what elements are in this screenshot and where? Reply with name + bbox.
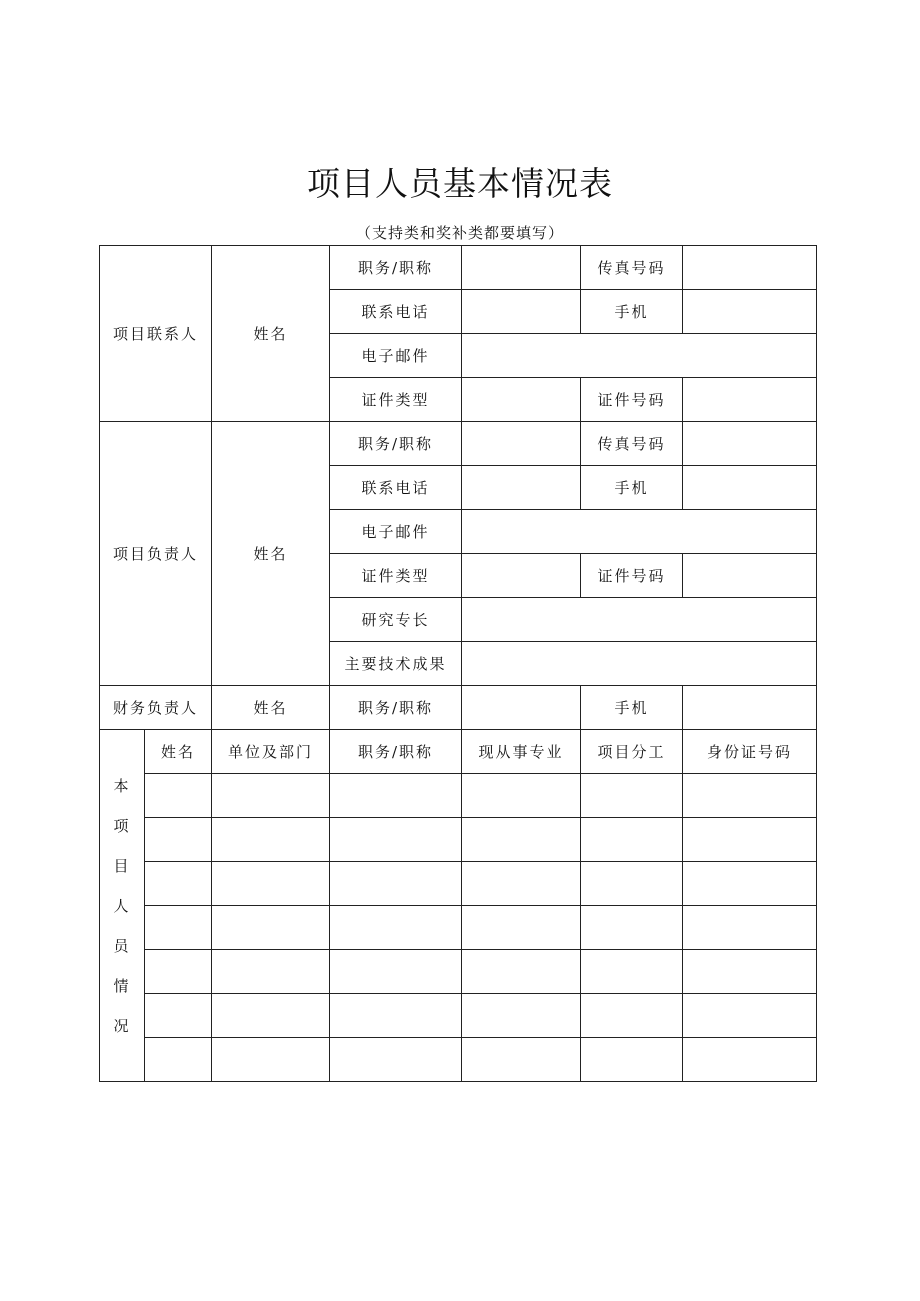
member-row	[100, 994, 817, 1038]
contact-mobile-field[interactable]	[683, 290, 817, 334]
contact-section-label: 项目联系人	[100, 246, 212, 422]
member-cell[interactable]	[145, 950, 212, 994]
member-cell[interactable]	[462, 950, 581, 994]
leader-phone-label: 联系电话	[330, 466, 462, 510]
member-cell[interactable]	[212, 906, 330, 950]
contact-phone-label: 联系电话	[330, 290, 462, 334]
finance-position-field[interactable]	[462, 686, 581, 730]
member-cell[interactable]	[581, 994, 683, 1038]
member-cell[interactable]	[462, 774, 581, 818]
leader-fax-field[interactable]	[683, 422, 817, 466]
members-col-position: 职务/职称	[330, 730, 462, 774]
member-cell[interactable]	[581, 1038, 683, 1082]
finance-name-label: 姓名	[212, 686, 330, 730]
member-row	[100, 1038, 817, 1082]
leader-achievements-field[interactable]	[462, 642, 817, 686]
member-cell[interactable]	[683, 862, 817, 906]
member-cell[interactable]	[145, 906, 212, 950]
member-cell[interactable]	[145, 862, 212, 906]
contact-row-position	[100, 246, 817, 290]
members-label-char: 人	[113, 896, 131, 915]
member-cell[interactable]	[683, 950, 817, 994]
finance-section-label: 财务负责人	[100, 686, 212, 730]
member-cell[interactable]	[683, 1038, 817, 1082]
member-row	[100, 906, 817, 950]
leader-id-type-field[interactable]	[462, 554, 581, 598]
member-row	[100, 862, 817, 906]
contact-email-label: 电子邮件	[330, 334, 462, 378]
leader-position-field[interactable]	[462, 422, 581, 466]
leader-mobile-label: 手机	[581, 466, 683, 510]
member-row	[100, 774, 817, 818]
members-col-specialty: 现从事专业	[462, 730, 581, 774]
member-cell[interactable]	[462, 906, 581, 950]
members-label-char: 目	[113, 856, 131, 875]
finance-position-label: 职务/职称	[330, 686, 462, 730]
member-cell[interactable]	[212, 774, 330, 818]
members-section-label	[100, 730, 145, 1082]
member-cell[interactable]	[581, 862, 683, 906]
contact-fax-label: 传真号码	[581, 246, 683, 290]
contact-phone-field[interactable]	[462, 290, 581, 334]
leader-achievements-label: 主要技术成果	[330, 642, 462, 686]
contact-position-field[interactable]	[462, 246, 581, 290]
members-label-char: 本	[113, 776, 131, 795]
members-label-char: 情	[113, 976, 131, 995]
member-cell[interactable]	[330, 818, 462, 862]
member-cell[interactable]	[581, 818, 683, 862]
member-cell[interactable]	[462, 818, 581, 862]
leader-row-position	[100, 422, 817, 466]
leader-email-label: 电子邮件	[330, 510, 462, 554]
member-cell[interactable]	[330, 994, 462, 1038]
member-cell[interactable]	[330, 774, 462, 818]
member-cell[interactable]	[581, 906, 683, 950]
member-cell[interactable]	[683, 994, 817, 1038]
member-cell[interactable]	[462, 1038, 581, 1082]
member-cell[interactable]	[581, 950, 683, 994]
members-label-char: 况	[113, 1016, 131, 1035]
personnel-table	[99, 245, 817, 1082]
leader-phone-field[interactable]	[462, 466, 581, 510]
finance-mobile-field[interactable]	[683, 686, 817, 730]
member-cell[interactable]	[145, 1038, 212, 1082]
members-col-unit: 单位及部门	[212, 730, 330, 774]
leader-mobile-field[interactable]	[683, 466, 817, 510]
member-cell[interactable]	[330, 862, 462, 906]
leader-id-number-field[interactable]	[683, 554, 817, 598]
leader-section-label: 项目负责人	[100, 422, 212, 686]
leader-id-type-label: 证件类型	[330, 554, 462, 598]
leader-expertise-field[interactable]	[462, 598, 817, 642]
member-cell[interactable]	[145, 774, 212, 818]
member-cell[interactable]	[581, 774, 683, 818]
members-label-char: 项	[113, 816, 131, 835]
leader-expertise-label: 研究专长	[330, 598, 462, 642]
member-cell[interactable]	[145, 994, 212, 1038]
member-cell[interactable]	[462, 862, 581, 906]
member-cell[interactable]	[683, 818, 817, 862]
page-subtitle: （支持类和奖补类都要填写）	[355, 224, 564, 242]
member-cell[interactable]	[462, 994, 581, 1038]
finance-mobile-label: 手机	[581, 686, 683, 730]
contact-id-number-label: 证件号码	[581, 378, 683, 422]
contact-mobile-label: 手机	[581, 290, 683, 334]
member-row	[100, 950, 817, 994]
leader-email-field[interactable]	[462, 510, 817, 554]
contact-position-label: 职务/职称	[330, 246, 462, 290]
contact-id-number-field[interactable]	[683, 378, 817, 422]
members-header-row	[100, 730, 817, 774]
member-cell[interactable]	[212, 994, 330, 1038]
contact-fax-field[interactable]	[683, 246, 817, 290]
contact-name-label: 姓名	[212, 246, 330, 422]
member-cell[interactable]	[212, 950, 330, 994]
contact-id-type-field[interactable]	[462, 378, 581, 422]
leader-name-label: 姓名	[212, 422, 330, 686]
member-row	[100, 818, 817, 862]
members-col-id-number: 身份证号码	[683, 730, 817, 774]
member-cell[interactable]	[683, 774, 817, 818]
members-label-char: 员	[113, 936, 131, 955]
member-cell[interactable]	[212, 1038, 330, 1082]
members-col-name: 姓名	[145, 730, 212, 774]
leader-fax-label: 传真号码	[581, 422, 683, 466]
contact-id-type-label: 证件类型	[330, 378, 462, 422]
member-cell[interactable]	[212, 862, 330, 906]
leader-id-number-label: 证件号码	[581, 554, 683, 598]
member-cell[interactable]	[330, 906, 462, 950]
page-title: 项目人员基本情况表	[307, 164, 613, 203]
member-cell[interactable]	[212, 818, 330, 862]
leader-position-label: 职务/职称	[330, 422, 462, 466]
member-cell[interactable]	[683, 906, 817, 950]
contact-email-field[interactable]	[462, 334, 817, 378]
finance-row	[100, 686, 817, 730]
members-col-role: 项目分工	[581, 730, 683, 774]
member-cell[interactable]	[145, 818, 212, 862]
member-cell[interactable]	[330, 1038, 462, 1082]
member-cell[interactable]	[330, 950, 462, 994]
